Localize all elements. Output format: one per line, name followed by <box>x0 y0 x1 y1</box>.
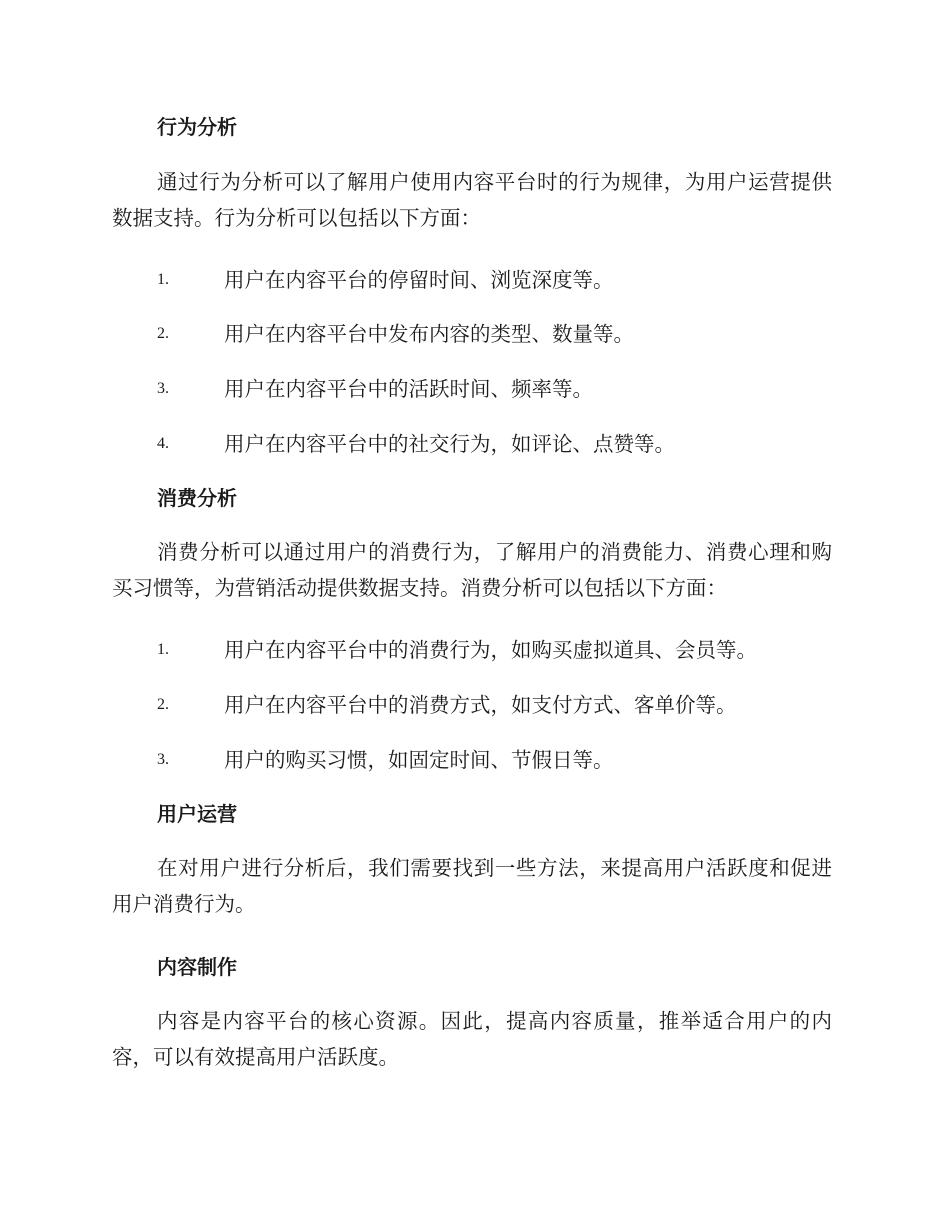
paragraph-consumption-analysis: 消费分析可以通过用户的消费行为，了解用户的消费能力、消费心理和购买习惯等，为营销活动提供数据支持。消费分析可以包括以下方面： <box>112 540 832 600</box>
section-heading-consumption-analysis: 消费分析 <box>157 486 237 510</box>
list-text: 用户的购买习惯，如固定时间、节假日等。 <box>224 748 614 772</box>
paragraph-content-production: 内容是内容平台的核心资源。因此，提高内容质量，推举适合用户的内容，可以有效提高用户活跃度。 <box>112 1009 832 1069</box>
list-text: 用户在内容平台中的活跃时间、频率等。 <box>224 377 593 401</box>
list-number: 2. <box>157 696 169 713</box>
list-number: 2. <box>157 325 169 342</box>
list-text: 用户在内容平台中的消费行为，如购买虚拟道具、会员等。 <box>224 638 757 662</box>
paragraph-behavior-analysis: 通过行为分析可以了解用户使用内容平台时的行为规律，为用户运营提供数据支持。行为分析可以包括以下方面： <box>112 170 832 230</box>
section-heading-behavior-analysis: 行为分析 <box>157 115 237 139</box>
section-heading-user-operations: 用户运营 <box>157 802 237 826</box>
list-number: 3. <box>157 751 169 768</box>
list-number: 1. <box>157 641 169 658</box>
paragraph-user-operations: 在对用户进行分析后，我们需要找到一些方法，来提高用户活跃度和促进用户消费行为。 <box>112 856 832 916</box>
list-number: 4. <box>157 435 169 452</box>
list-text: 用户在内容平台中的社交行为，如评论、点赞等。 <box>224 432 675 456</box>
list-number: 1. <box>157 271 169 288</box>
list-text: 用户在内容平台的停留时间、浏览深度等。 <box>224 268 614 292</box>
list-text: 用户在内容平台中的消费方式，如支付方式、客单价等。 <box>224 693 737 717</box>
list-number: 3. <box>157 380 169 397</box>
section-heading-content-production: 内容制作 <box>157 955 237 979</box>
list-text: 用户在内容平台中发布内容的类型、数量等。 <box>224 322 634 346</box>
